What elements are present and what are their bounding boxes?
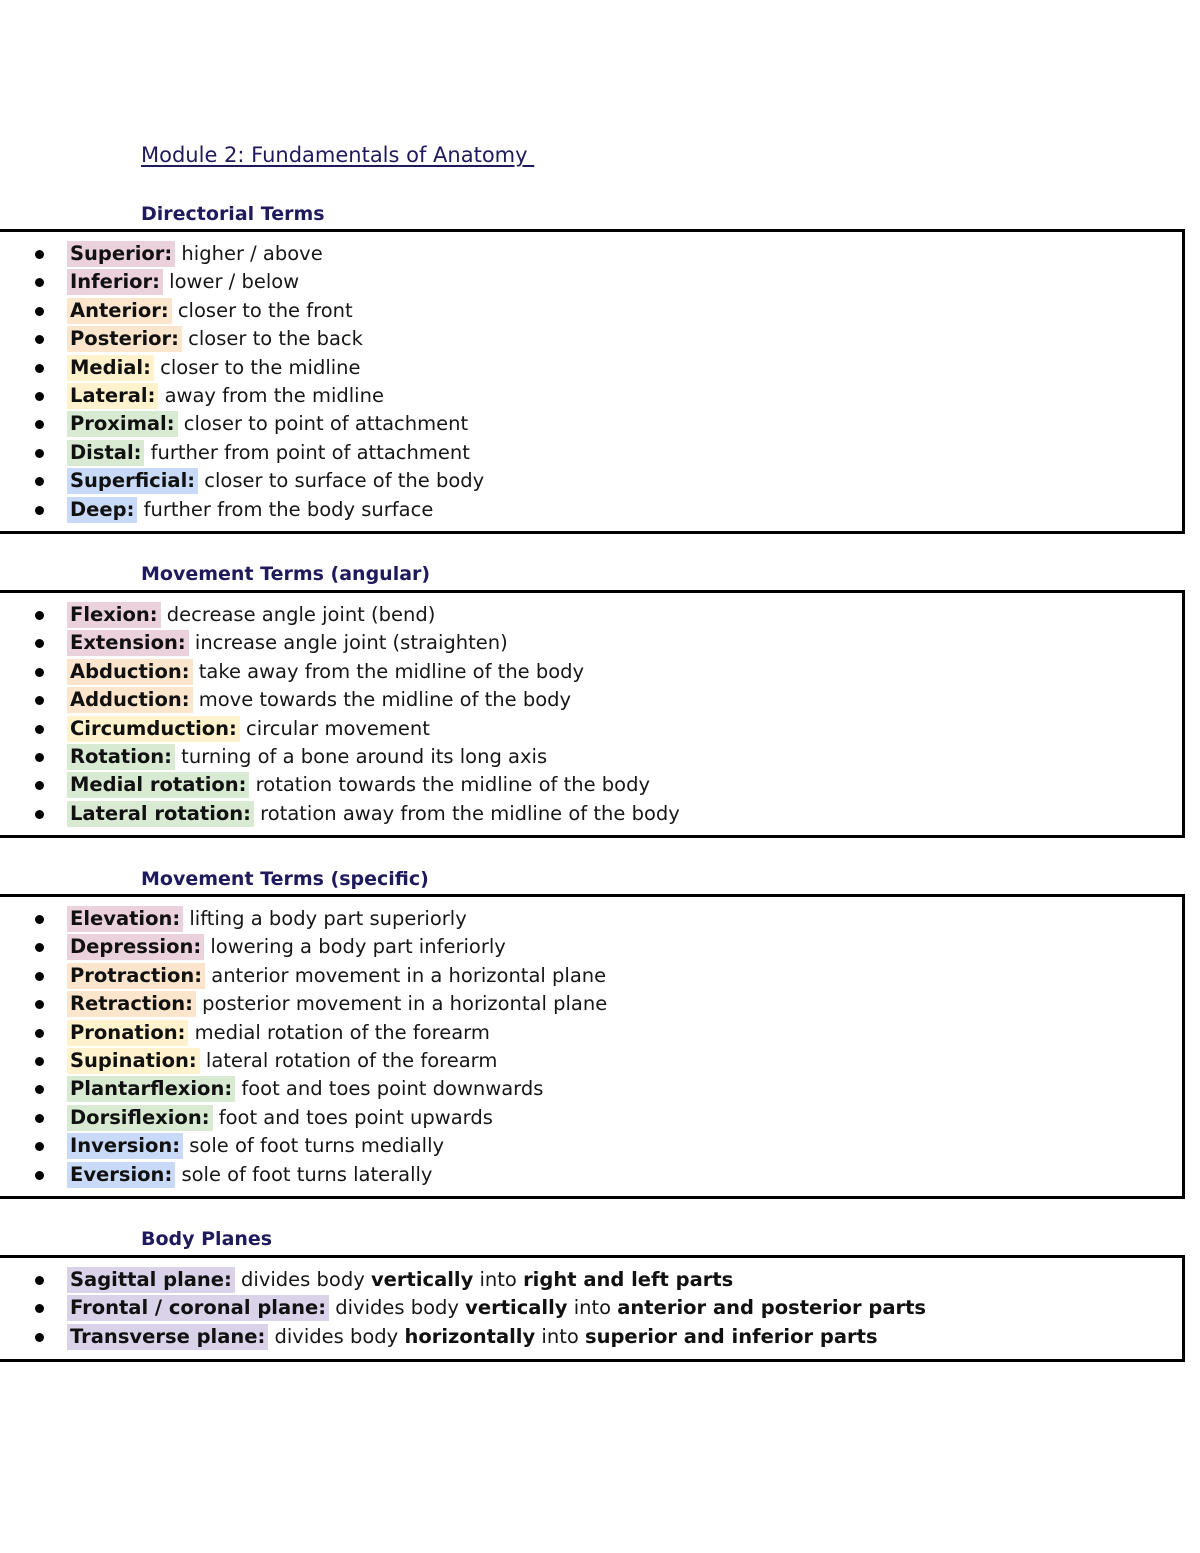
term-label: Sagittal plane: [67, 1267, 235, 1293]
term-sagittal-plane [0, 1266, 1190, 1294]
term-label: Anterior: [67, 298, 172, 324]
term-label: Rotation: [67, 744, 175, 770]
term-frontal-coronal-plane [0, 1294, 1190, 1322]
term-definition-part: into [567, 1296, 618, 1320]
term-definition: turning of a bone around its long axis [174, 744, 548, 768]
term-definition-emphasis: vertically [465, 1296, 568, 1320]
term-label: Distal: [67, 440, 144, 466]
bullet-icon [35, 449, 44, 458]
term-definition-part: into [473, 1268, 524, 1291]
term-definition: further from the body surface [137, 497, 434, 521]
term-definition: take away from the midline of the body [192, 659, 585, 683]
movement-specific-list [0, 905, 1190, 1189]
bullet-icon [35, 506, 44, 515]
term-depression [0, 933, 1190, 961]
term-definition: closer to surface of the body [198, 469, 485, 493]
term-proximal [0, 410, 1190, 438]
bullet-icon [35, 943, 44, 952]
term-label: Inferior: [67, 269, 163, 295]
term-rotation [0, 743, 1190, 771]
bullet-icon [35, 250, 44, 259]
bullet-icon [35, 1085, 44, 1094]
term-extension [0, 629, 1190, 657]
term-inversion [0, 1132, 1190, 1160]
term-plantarflexion [0, 1075, 1190, 1103]
section-heading-movement-specific: Movement Terms (specific) [141, 868, 429, 890]
term-label: Pronation: [67, 1020, 188, 1046]
term-definition-emphasis: anterior and posterior parts [617, 1296, 927, 1320]
term-definition: closer to the midline [153, 355, 361, 379]
term-protraction [0, 962, 1190, 990]
term-definition: lifting a body part superiorly [183, 907, 467, 930]
bullet-icon [35, 725, 44, 734]
page-title: Module 2: Fundamentals of Anatomy [141, 143, 535, 167]
term-medial-rotation [0, 771, 1190, 799]
bullet-icon [35, 364, 44, 373]
bullet-icon [35, 1057, 44, 1066]
term-label: Superficial: [67, 468, 198, 494]
term-transverse-plane [0, 1323, 1190, 1351]
term-elevation [0, 905, 1190, 933]
term-label: Frontal / coronal plane: [67, 1295, 329, 1321]
section-heading-directorial-terms: Directorial Terms [141, 203, 325, 225]
term-definition: circular movement [239, 716, 430, 740]
bullet-icon [35, 420, 44, 429]
term-label: Plantarflexion: [67, 1076, 235, 1102]
bullet-icon [35, 639, 44, 648]
term-posterior [0, 325, 1190, 353]
term-label: Circumduction: [67, 716, 240, 742]
term-label: Abduction: [67, 659, 193, 685]
bullet-icon [35, 392, 44, 401]
term-label: Eversion: [67, 1162, 175, 1188]
movement-angular-list [0, 601, 1190, 828]
term-label: Inversion: [67, 1133, 183, 1159]
bullet-icon [35, 915, 44, 924]
bullet-icon [35, 1276, 44, 1285]
term-label: Depression: [67, 934, 204, 960]
term-definition: move towards the midline of the body [192, 688, 572, 712]
bullet-icon [35, 477, 44, 486]
bullet-icon [35, 1000, 44, 1009]
term-definition-emphasis: right and left parts [523, 1268, 734, 1291]
term-superior [0, 240, 1190, 268]
bullet-icon [35, 1333, 44, 1342]
term-label: Extension: [67, 630, 189, 656]
term-flexion [0, 601, 1190, 629]
bullet-icon [35, 1029, 44, 1038]
term-definition: lower / below [162, 270, 300, 294]
bullet-icon [35, 307, 44, 316]
term-label: Elevation: [67, 906, 183, 932]
section-heading-body-planes: Body Planes [141, 1228, 273, 1250]
term-dorsiflexion [0, 1104, 1190, 1132]
bullet-icon [35, 668, 44, 677]
bullet-icon [35, 611, 44, 620]
term-label: Transverse plane: [67, 1324, 268, 1350]
term-label: Proximal: [67, 411, 178, 437]
term-definition-part: divides body [268, 1324, 405, 1348]
term-inferior [0, 268, 1190, 296]
term-definition-part: divides body [234, 1268, 371, 1291]
term-anterior [0, 297, 1190, 325]
bullet-icon [35, 753, 44, 762]
term-label: Retraction: [67, 991, 196, 1017]
term-definition-part: into [535, 1324, 585, 1348]
term-pronation [0, 1019, 1190, 1047]
term-adduction [0, 686, 1190, 714]
term-definition: medial rotation of the forearm [188, 1020, 490, 1044]
term-definition: sole of foot turns medially [183, 1134, 445, 1158]
term-definition: further from point of attachment [144, 440, 470, 464]
term-label: Adduction: [67, 687, 193, 713]
term-supination [0, 1047, 1190, 1075]
term-definition-part: divides body [329, 1296, 466, 1320]
term-label: Supination: [67, 1048, 200, 1074]
term-definition-emphasis: vertically [370, 1268, 474, 1291]
term-definition: decrease angle joint (bend) [160, 603, 436, 626]
term-definition-emphasis: horizontally [404, 1324, 536, 1348]
body-planes-list [0, 1266, 1190, 1351]
directorial-terms-list [0, 240, 1190, 524]
term-label: Posterior: [67, 326, 182, 352]
term-label: Medial rotation: [67, 772, 249, 798]
bullet-icon [35, 1304, 44, 1313]
term-definition: foot and toes point upwards [212, 1105, 493, 1129]
term-retraction [0, 990, 1190, 1018]
term-label: Dorsiflexion: [67, 1105, 213, 1131]
term-definition: rotation away from the midline of the body [253, 801, 680, 825]
term-definition: lateral rotation of the forearm [199, 1048, 498, 1072]
bullet-icon [35, 972, 44, 981]
bullet-icon [35, 1114, 44, 1123]
term-definition: rotation towards the midline of the body [249, 773, 651, 797]
term-definition: closer to the front [171, 298, 353, 322]
term-definition: anterior movement in a horizontal plane [205, 963, 607, 987]
term-definition: lowering a body part inferiorly [204, 935, 506, 959]
term-definition: higher / above [175, 242, 323, 265]
term-label: Flexion: [67, 602, 161, 628]
term-lateral-rotation [0, 800, 1190, 828]
section-heading-movement-angular: Movement Terms (angular) [141, 563, 431, 585]
term-superficial [0, 467, 1190, 495]
term-deep [0, 496, 1190, 524]
term-abduction [0, 658, 1190, 686]
term-definition: closer to point of attachment [177, 412, 469, 436]
term-label: Lateral: [67, 383, 158, 409]
term-definition: foot and toes point downwards [235, 1077, 544, 1101]
bullet-icon [35, 1171, 44, 1180]
term-eversion [0, 1161, 1190, 1189]
term-circumduction [0, 715, 1190, 743]
term-definition: posterior movement in a horizontal plane [195, 992, 608, 1016]
term-distal [0, 439, 1190, 467]
term-lateral [0, 382, 1190, 410]
term-definition: sole of foot turns laterally [175, 1162, 433, 1186]
term-medial [0, 354, 1190, 382]
term-label: Protraction: [67, 963, 205, 989]
term-definition: increase angle joint (straighten) [188, 631, 508, 655]
term-definition: away from the midline [158, 383, 384, 407]
bullet-icon [35, 781, 44, 790]
bullet-icon [35, 696, 44, 705]
bullet-icon [35, 335, 44, 344]
term-label: Superior: [67, 241, 175, 267]
bullet-icon [35, 1142, 44, 1151]
term-definition-emphasis: superior and inferior parts [584, 1324, 878, 1348]
bullet-icon [35, 278, 44, 287]
term-label: Medial: [67, 355, 154, 381]
term-label: Deep: [67, 497, 137, 523]
term-definition: closer to the back [181, 327, 363, 351]
term-label: Lateral rotation: [67, 801, 254, 827]
bullet-icon [35, 810, 44, 819]
